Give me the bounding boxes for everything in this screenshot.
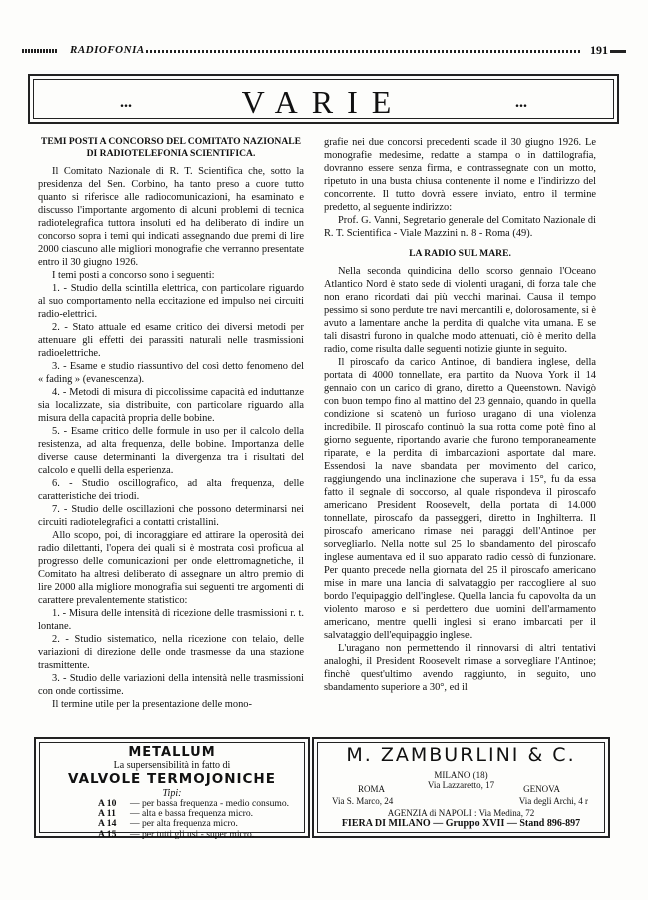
- banner-inner-frame: [33, 79, 614, 119]
- ad-zamburlini-genova-address: Via degli Archi, 4 r: [518, 796, 588, 806]
- theme-item: 7. - Studio delle oscillazioni che possono determinarsi nei circuiti radiotelegrafici a contatti cristallini.: [38, 504, 304, 528]
- list-item: A 14 — per alta frequenza micro.: [98, 818, 238, 830]
- banner-dots-right: ...: [515, 94, 527, 111]
- ad-metallum-types-label: Tipi:: [162, 788, 182, 799]
- ad-metallum-tagline: La supersensibilità in fatto di: [113, 760, 231, 771]
- list-item: A 11 — alta e bassa frequenza micro.: [98, 808, 254, 820]
- article1-continuation: grafie nei due concorsi precedenti scade il 30 giugno 1926. Le monografie medesime, redatte a stampa o in dattilografia, dovranno essere senza firma, e contrassegnate con un motto, ripetuto in una busta chiusa contenente il nome e l'indirizzo del concorrente. Il tutto dovrà essere inviato, entro il termine predetto, al seguente indirizzo:: [324, 137, 596, 213]
- ad-metallum-list: [98, 799, 304, 840]
- statistical-item: 2. - Studio sistematico, nella ricezione con telaio, delle variazioni di direzione delle onde trasmesse da una stazione trasmittente.: [38, 634, 304, 671]
- article1-paragraph: Il Comitato Nazionale di R. T. Scientifica che, sotto la presidenza del Sen. Corbino, ha tanto preso a cuore tutto quanto si riferisce alle radiocomunicazioni, ha esaminato e discusso l'importante argomento di alcuni problemi di tecnica radiotelegrafica tuttora insoluti ed ha deliberato di indire un concorso sopra i temi qui indicati assegnando due premi di lire 2000 ciascuno alle migliori monografie che verranno presentate entro il 30 giugno 1926.: [38, 166, 304, 268]
- article2-paragraph: Il piroscafo da carico Antinoe, di bandiera inglese, della portata di 4000 tonnellate, era partito da Nuova York il 14 gennaio con un carico di grano, diretto a Queenstown. Navigò con buon tempo fino al mattino del 23 gennaio, quando in quella condizione si scatenò un furioso uragano di una violenza incredibile. Il piroscafo continuò la sua rotta come potè fino al giorno seguente, riportando avarie che furono temporaneamente riparate, e la perdita di imbarcazioni asportate dal mare. Essendosi la nave sbandata per movimento del carico, raggiungendo una inclinazione che superava i 15°, fu da essa fatto il segnale di soccorso, al quale rispondeva il piroscafo americano President Roosevelt, della portata di 14.000 tonnellate, piroscafo da passeggeri, diretto in Inghilterra. Il piroscafo americano rimase nei paraggi dell'Antinoe per sorvegliarlo. Nella notte sul 25 lo sbandamento del piroscafo inglese aumentava ed il suo apparato radio cessò di funzionare. Per quanto precede nella giornata del 25 il piroscafo americano mise in mare una lancia di salvataggio per raccogliere al suo bordo l'equipaggio dell'inglese. Quella lancia fu capovolta da un violento maroso e si perdettero due uomini dell'armamento americano, mentre quelli inglesi si erano imbarcati per il salvataggio dell'equipaggio inglese.: [324, 357, 596, 641]
- section-banner: [28, 74, 619, 124]
- running-header: [28, 44, 626, 58]
- theme-item: 6. - Studio oscillografico, ad alta frequenza, delle caratteristiche dei triodi.: [38, 478, 304, 502]
- article2-paragraph: L'uragano non permettendo il rinnovarsi di altri tentativi analoghi, il President Roosevelt rimase a sorvegliare l'Antinoe; finchè quest'ultimo avendo raggiunto, in seguito, uno sbandamento superiore a 30°, ed il: [324, 643, 596, 693]
- ad-zamburlini-frame: [317, 742, 605, 833]
- article2-paragraph: Nella seconda quindicina dello scorso gennaio l'Oceano Atlantico Nord è stato sede di violenti uragani, di forza tale che non erano ricordati dai più vecchi marinai. Causa il tempo pessimo si sono perdute tre navi mercantili e, dolorosamente, si è avuto a lamentare anche la perdita di qualche vita umana. E se tali disastri furono in qualche modo attenuati, ciò è merito della radio, come risulta dalle seguenti notizie giunte in seguito.: [324, 266, 596, 355]
- header-ornament-right: [610, 50, 626, 53]
- ad-zamburlini-napoli: AGENZIA di NAPOLI : Via Medina, 72: [387, 808, 535, 818]
- left-column: [38, 136, 304, 711]
- ad-metallum-product: VALVOLE TERMOJONICHE: [68, 771, 276, 787]
- statistical-item: 3. - Studio delle variazioni della intensità nelle trasmissioni con onde cortissime.: [38, 673, 304, 697]
- page-number: 191: [590, 43, 608, 57]
- article2-heading: LA RADIO SUL MARE.: [409, 248, 511, 259]
- ad-zamburlini-brand: M. ZAMBURLINI & C.: [346, 744, 576, 766]
- right-column: [324, 136, 596, 694]
- section-title: VARIE: [241, 84, 406, 120]
- article1-heading-line1: TEMI POSTI A CONCORSO DEL COMITATO NAZIONALE: [40, 136, 302, 147]
- ad-zamburlini-genova: GENOVA: [523, 784, 560, 794]
- ad-zamburlini-fair: FIERA DI MILANO — Gruppo XVII — Stand 896-897: [341, 818, 581, 829]
- ad-zamburlini-roma-address: Via S. Marco, 24: [332, 796, 394, 806]
- theme-item: 5. - Esame critico delle formule in uso per il calcolo della resistenza, ad alta frequenza, delle bobine. Importanza delle diverse cause determinanti la divergenza tra i risultati del calcolo e quelli della esperienza.: [38, 426, 304, 476]
- ad-metallum: [34, 737, 310, 838]
- statistical-item: 1. - Misura delle intensità di ricezione delle trasmissioni r. t. lontane.: [38, 608, 304, 632]
- header-dotted-rule: [146, 50, 582, 53]
- article1-paragraph: Allo scopo, poi, di incoraggiare ed attirare la operosità dei radio dilettanti, l'opera dei quali si è mostrata così proficua al progresso delle comunicazioni per onde elettromagnetiche, il Comitato ha altresì deliberato di assegnare un altro premio di lire 2000 alla migliore monografia sui seguenti tre argomenti di carattere prevalentemente statistico:: [38, 530, 304, 606]
- journal-name: RADIOFONIA: [70, 44, 145, 56]
- article1-address: Prof. G. Vanni, Segretario generale del Comitato Nazionale di R. T. Scientifica - Viale Mazzini n. 8 - Roma (49).: [324, 215, 596, 239]
- ad-zamburlini: [312, 737, 610, 838]
- ad-metallum-brand: METALLUM: [128, 745, 216, 760]
- list-item: A 15 — per tutti gli usi - super micro.: [98, 828, 255, 840]
- ad-zamburlini-milano: MILANO (18): [434, 770, 488, 780]
- article1-paragraph: Il termine utile per la presentazione delle mono-: [52, 699, 252, 710]
- theme-item: 1. - Studio della scintilla elettrica, con particolare riguardo al suo comportamento nella eccitazione ed impulso nei circuiti radio-elettrici.: [38, 283, 304, 320]
- ad-metallum-frame: [39, 742, 305, 840]
- theme-item: 2. - Stato attuale ed esame critico dei diversi metodi per attenuare gli effetti dei parassiti naturali nelle trasmissioni radioelettriche.: [38, 322, 304, 359]
- ad-zamburlini-milano-address: Via Lazzaretto, 17: [427, 780, 495, 790]
- article1-paragraph: I temi posti a concorso sono i seguenti:: [52, 270, 215, 281]
- article1-heading-line2: DI RADIOTELEFONIA SCIENTIFICA.: [86, 148, 256, 159]
- theme-item: 4. - Metodi di misura di piccolissime capacità ed induttanze sia localizzate, sia distribuite, con particolare riguardo alla misura della capacità propria delle bobine.: [38, 387, 304, 424]
- header-ornament-left: [22, 49, 58, 53]
- theme-item: 3. - Esame e studio riassuntivo del così detto fenomeno del « fading » (evanescenza).: [38, 361, 304, 385]
- banner-dots-left: ...: [120, 94, 132, 111]
- ad-zamburlini-roma: ROMA: [358, 784, 386, 794]
- list-item: A 10 — per bassa frequenza - medio consumo.: [98, 798, 290, 809]
